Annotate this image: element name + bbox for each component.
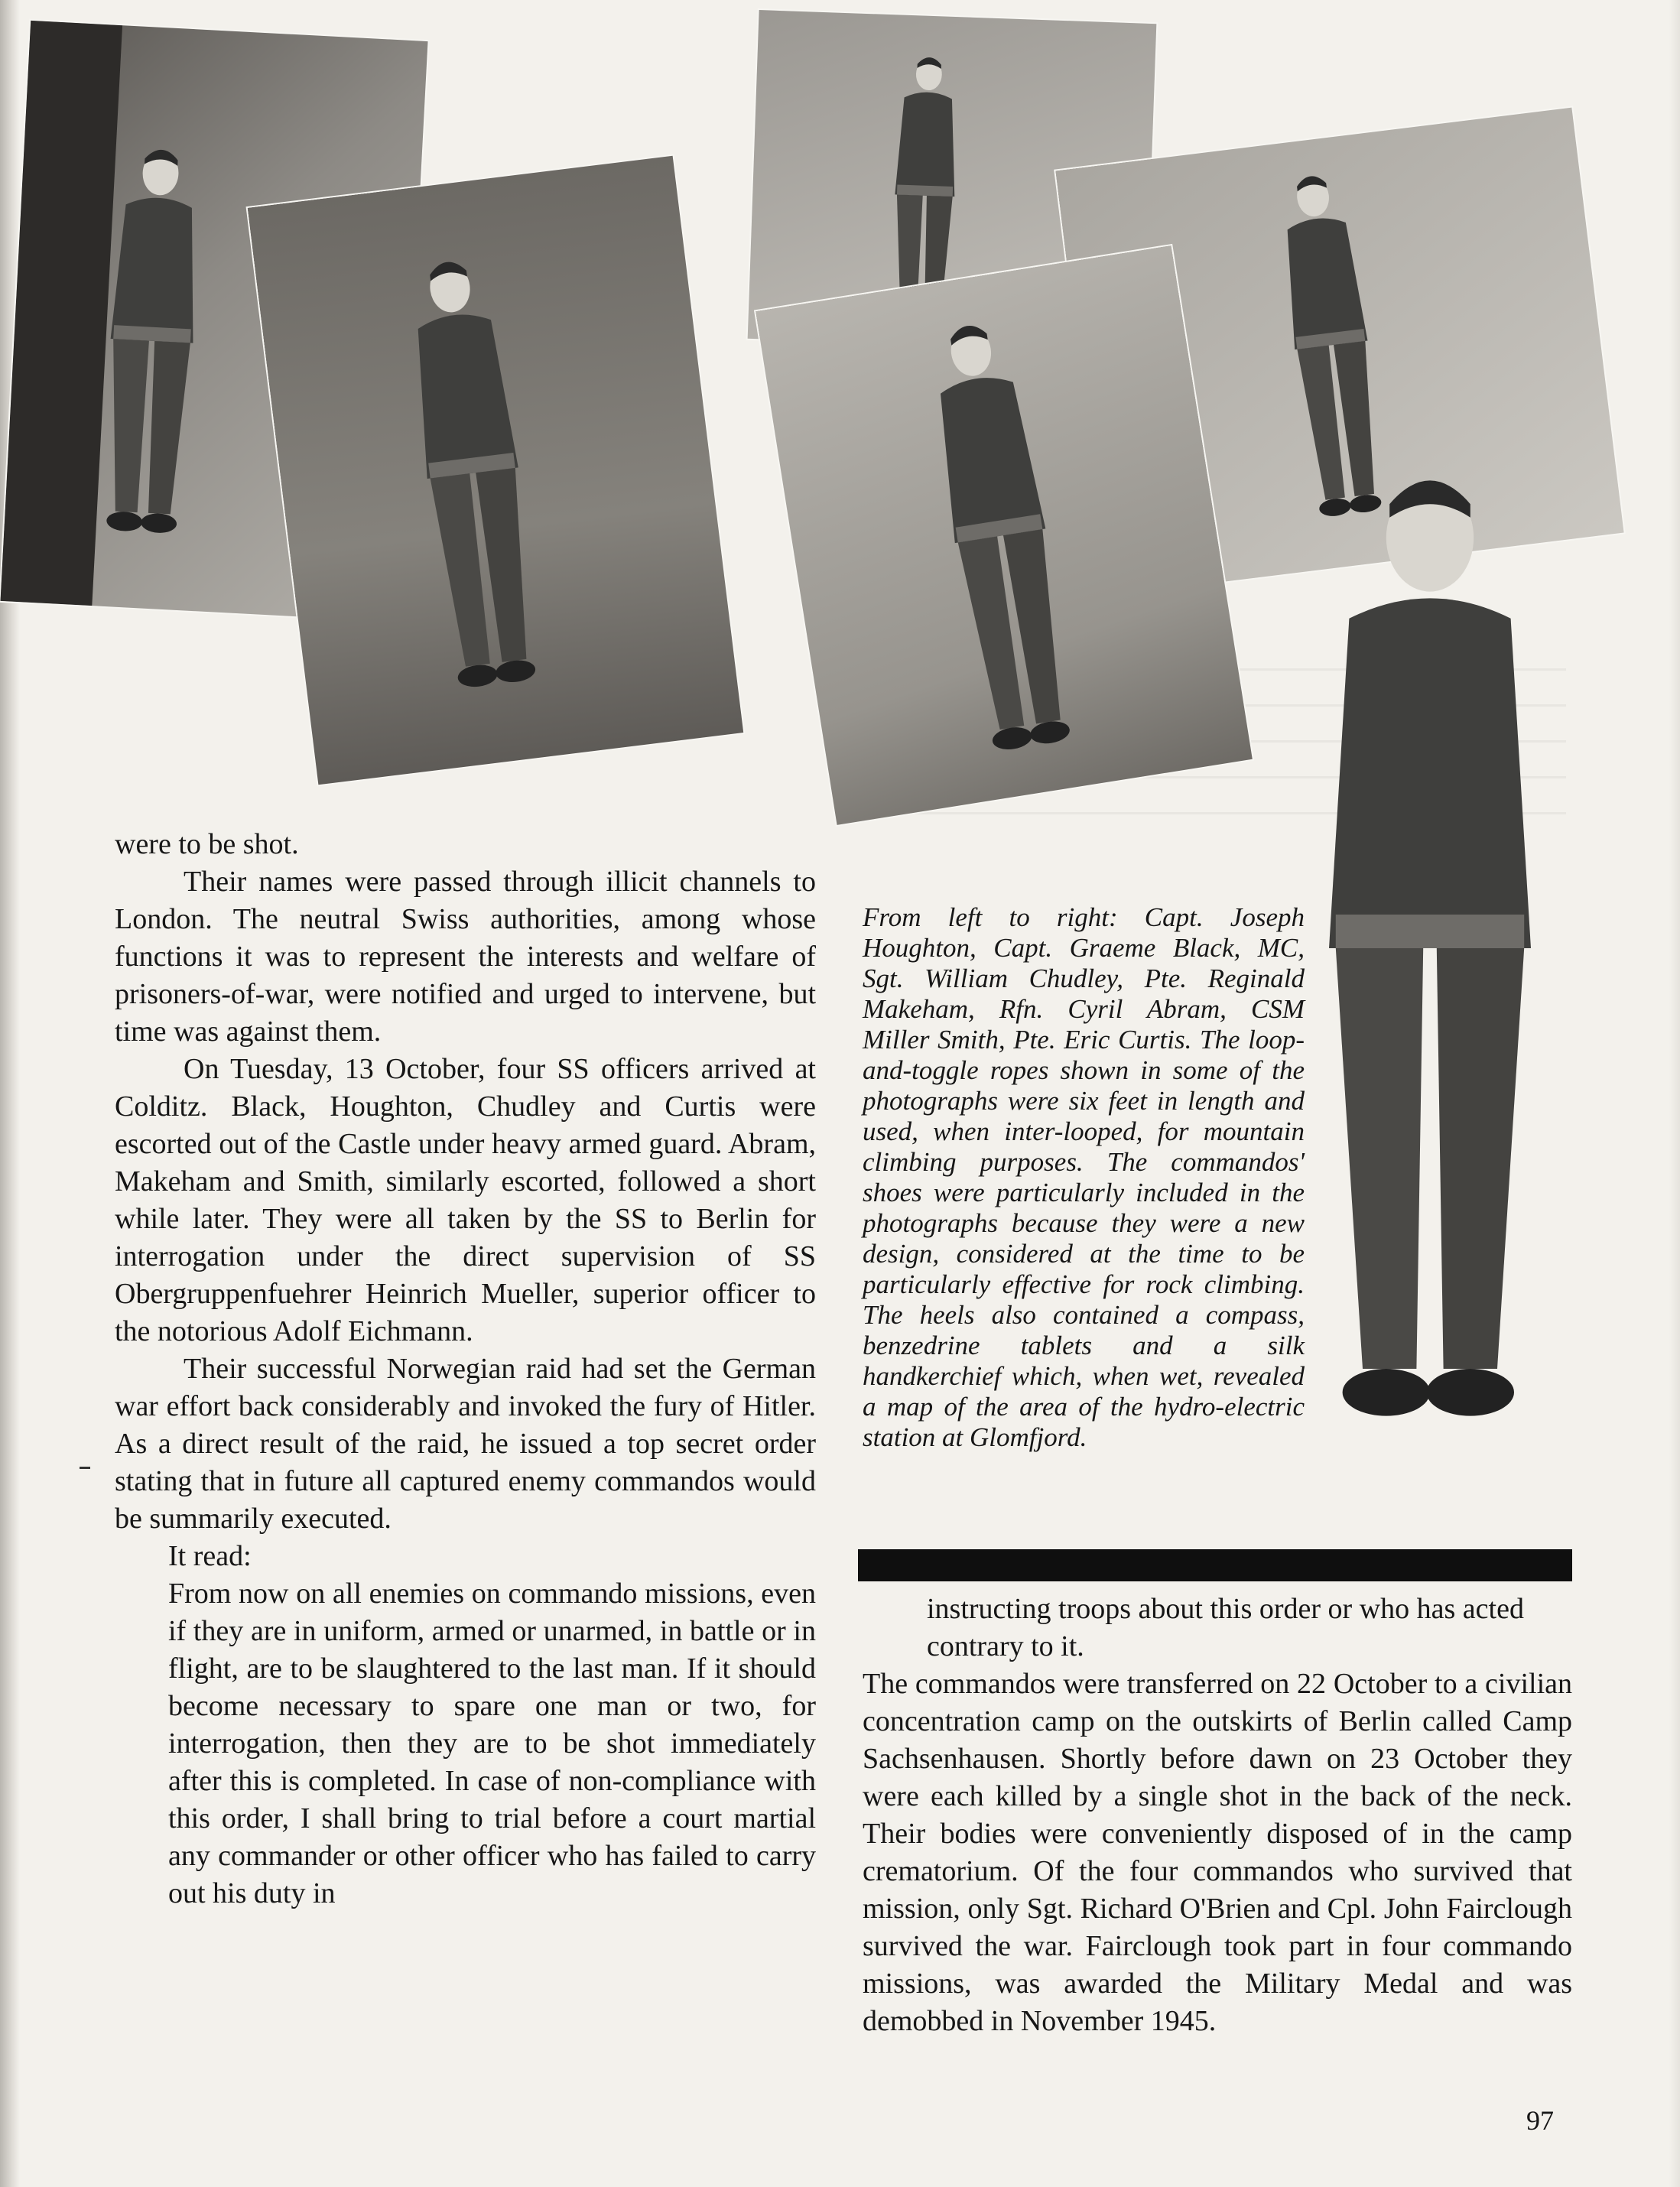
paragraph: Their names were passed through illicit channels to London. The neutral Swiss authorities, among whose functions it was to represent the interests and welfare of prisoners-of-war, were notified and urged to intervene, but time was against them. bbox=[115, 866, 816, 1048]
photo-black bbox=[248, 156, 743, 785]
quote-continued: instructing troops about this order or who has acted contrary to it. bbox=[927, 1593, 1524, 1662]
paragraph: Their successful Norwegian raid had set the German war effort back considerably and invoked the fury of Hitler. As a direct result of the raid, he issued a top secret order stating that in future all captured enemy commandos would be summarily executed. bbox=[115, 1353, 816, 1535]
paragraph: On Tuesday, 13 October, four SS officers arrived at Colditz. Black, Houghton, Chudley and Curtis were escorted out of the Castle under heavy armed guard. Abram, Makeham and Smith, similarly escorted, followed a short while later. They were all taken by the SS to Berlin for interrogation under the direct supervision of SS Obergruppenfuehrer Heinrich Mueller, superior officer to the notorious Adolf Eichmann. bbox=[115, 1053, 816, 1347]
quote-intro: It read: bbox=[168, 1540, 252, 1572]
left-column bbox=[115, 826, 816, 1912]
quote-text: From now on all enemies on commando missions, even if they are in uniform, armed or unarmed, in battle or in flight, are to be slaughtered to the last man. If it should become necessary to spare one man or two, for interrogation, then they are to be shot immediately after this is completed. In case of non-compliance with this order, I shall bring to trial before a court martial any commander or other officer who has failed to carry out his duty in bbox=[168, 1578, 816, 1909]
black-bar bbox=[858, 1549, 1572, 1581]
page-edge bbox=[1669, 0, 1680, 2187]
photo-abram bbox=[756, 245, 1253, 825]
cutout-figure-smith bbox=[1262, 352, 1598, 1545]
paragraph: were to be shot. bbox=[115, 828, 299, 860]
hitler-order-quote bbox=[168, 1538, 816, 1912]
quote-continued-block bbox=[927, 1591, 1572, 1665]
photo-caption: From left to right: Capt. Joseph Houghton, Capt. Graeme Black, MC, Sgt. William Chudley, Pte. Reginald Makeham, Rfn. Cyril Abram, CSM Miller Smith, Pte. Eric Curtis. The loop-and-toggle ropes shown in some of the photographs were six feet in length and used, when inter-looped, for mountain climbing purposes. The commandos' shoes were particularly included in the photographs because they were a new design, considered at the time to be particularly effective for rock climbing. The heels also contained a compass, benzedrine tablets and a silk handkerchief which, when wet, revealed a map of the area of the hydro-electric station at Glomfjord. bbox=[863, 902, 1305, 1452]
page-number: 97 bbox=[1526, 2105, 1554, 2136]
paragraph: The commandos were transferred on 22 October to a civilian concentration camp on the outskirts of Berlin called Camp Sachsenhausen. Shortly before dawn on 23 October they were each killed by a single shot in the back of the neck. Their bodies were conveniently disposed of in the camp crematorium. Of the four commandos who survived that mission, only Sgt. Richard O'Brien and Cpl. John Fairclough survived the war. Fairclough took part in four commando missions, was awarded the Military Medal and was demobbed in November 1945. bbox=[863, 1668, 1572, 2037]
soldier-figure bbox=[756, 245, 1253, 825]
soldier-figure bbox=[248, 156, 743, 785]
margin-mark bbox=[80, 1467, 90, 1469]
right-column bbox=[863, 1591, 1572, 2040]
